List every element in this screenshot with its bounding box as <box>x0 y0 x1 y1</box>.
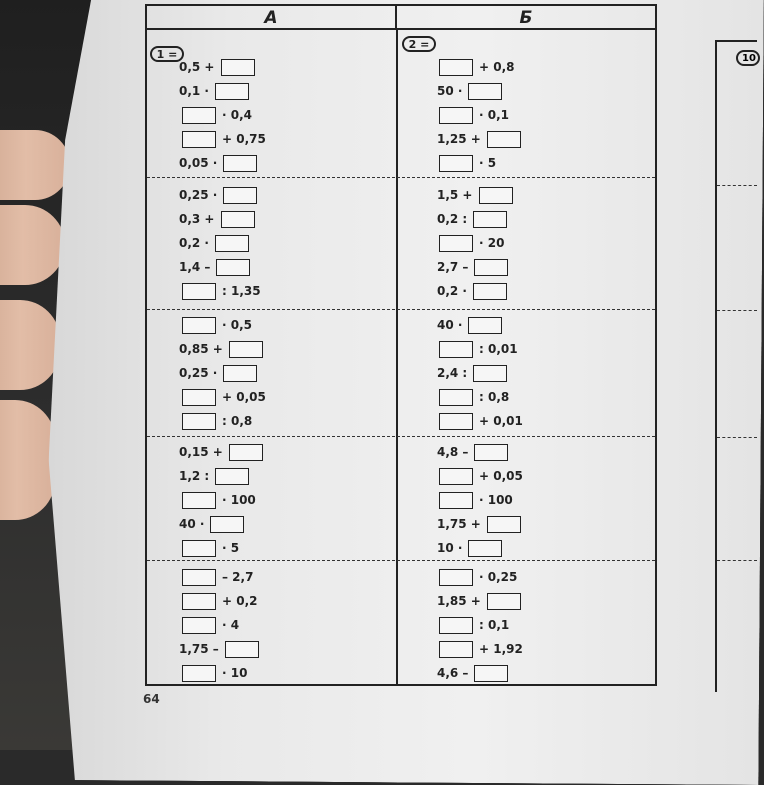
answer-box[interactable] <box>182 413 216 430</box>
exercise-text: · 100 <box>222 493 256 507</box>
exercise-row <box>439 568 517 586</box>
exercise-row <box>182 539 239 557</box>
exercise-table <box>145 4 657 686</box>
answer-box[interactable] <box>439 413 473 430</box>
exercise-text: 0,05 · <box>179 156 218 170</box>
column-header-b: Б <box>397 6 655 30</box>
answer-box[interactable] <box>182 107 216 124</box>
exercise-text: · 5 <box>222 541 240 555</box>
exercise-text: 1,85 + <box>437 594 481 608</box>
exercise-row <box>437 210 507 228</box>
answer-box[interactable] <box>223 155 257 172</box>
exercise-row <box>439 58 515 76</box>
exercise-row <box>182 491 256 509</box>
exercise-text: · 0,1 <box>479 108 509 122</box>
task-badge-10: 10 <box>736 50 760 66</box>
answer-box[interactable] <box>479 187 513 204</box>
answer-box[interactable] <box>439 59 473 76</box>
exercise-text: 4,6 – <box>437 666 469 680</box>
finger <box>0 130 70 200</box>
answer-box[interactable] <box>221 59 255 76</box>
answer-box[interactable] <box>474 444 508 461</box>
section-divider <box>147 560 655 561</box>
exercise-text: + 0,8 <box>479 60 515 74</box>
exercise-row <box>182 106 252 124</box>
answer-box[interactable] <box>439 235 473 252</box>
exercise-text: 2,4 : <box>437 366 468 380</box>
answer-box[interactable] <box>210 516 244 533</box>
column-header-a: А <box>147 6 397 30</box>
exercise-text: – 2,7 <box>222 570 254 584</box>
exercise-text: + 0,2 <box>222 594 258 608</box>
exercise-text: 10 · <box>437 541 463 555</box>
exercise-row <box>437 515 521 533</box>
exercise-row <box>179 186 257 204</box>
exercise-row <box>179 234 249 252</box>
answer-box[interactable] <box>439 468 473 485</box>
exercise-row <box>179 640 259 658</box>
exercise-row <box>179 58 255 76</box>
exercise-text: : 0,01 <box>479 342 518 356</box>
exercise-text: 0,2 · <box>179 236 209 250</box>
exercise-row <box>182 316 252 334</box>
answer-box[interactable] <box>182 569 216 586</box>
exercise-row <box>179 467 249 485</box>
exercise-row <box>179 82 249 100</box>
exercise-text: 1,5 + <box>437 188 473 202</box>
column-divider <box>396 30 398 684</box>
answer-box[interactable] <box>182 317 216 334</box>
answer-box[interactable] <box>215 235 249 252</box>
exercise-row <box>179 258 250 276</box>
exercise-row <box>437 592 521 610</box>
exercise-text: · 0,25 <box>479 570 518 584</box>
page-number: 64 <box>143 692 160 706</box>
answer-box[interactable] <box>182 593 216 610</box>
section-divider <box>147 177 655 178</box>
answer-box[interactable] <box>182 540 216 557</box>
answer-box[interactable] <box>487 516 521 533</box>
exercise-row <box>437 316 502 334</box>
exercise-text: + 1,92 <box>479 642 523 656</box>
exercise-row <box>437 82 502 100</box>
answer-box[interactable] <box>487 593 521 610</box>
exercise-text: + 0,05 <box>222 390 266 404</box>
answer-box[interactable] <box>473 211 507 228</box>
exercise-text: · 0,5 <box>222 318 252 332</box>
exercise-row <box>439 234 504 252</box>
exercise-text: 1,25 + <box>437 132 481 146</box>
exercise-row <box>437 130 521 148</box>
divider <box>717 185 757 186</box>
exercise-row <box>437 282 507 300</box>
exercise-row <box>179 364 257 382</box>
exercise-text: : 0,8 <box>222 414 253 428</box>
exercise-text: · 4 <box>222 618 240 632</box>
answer-box[interactable] <box>439 569 473 586</box>
exercise-row <box>179 443 263 461</box>
exercise-text: 0,15 + <box>179 445 223 459</box>
exercise-text: 0,25 · <box>179 366 218 380</box>
exercise-text: · 100 <box>479 493 513 507</box>
exercise-text: · 0,4 <box>222 108 252 122</box>
exercise-text: 50 · <box>437 84 463 98</box>
exercise-row <box>437 539 502 557</box>
exercise-row <box>182 616 239 634</box>
exercise-text: 0,1 · <box>179 84 209 98</box>
exercise-text: · 5 <box>479 156 497 170</box>
answer-box[interactable] <box>182 389 216 406</box>
exercise-row <box>179 210 255 228</box>
exercise-text: 0,25 · <box>179 188 218 202</box>
exercise-row <box>182 664 247 682</box>
answer-box[interactable] <box>182 492 216 509</box>
exercise-text: 4,8 – <box>437 445 469 459</box>
answer-box[interactable] <box>439 155 473 172</box>
exercise-row <box>179 340 263 358</box>
task-badge-1: 1 = <box>150 46 184 62</box>
exercise-row <box>182 282 261 300</box>
answer-box[interactable] <box>474 259 508 276</box>
exercise-text: : 0,1 <box>479 618 510 632</box>
answer-box[interactable] <box>229 341 263 358</box>
section-divider <box>147 309 655 310</box>
exercise-text: 40 · <box>179 517 205 531</box>
answer-box[interactable] <box>225 641 259 658</box>
exercise-row <box>437 364 507 382</box>
answer-box[interactable] <box>439 341 473 358</box>
exercise-row <box>437 186 513 204</box>
finger <box>0 400 55 520</box>
answer-box[interactable] <box>468 540 502 557</box>
exercise-row <box>437 664 508 682</box>
answer-box[interactable] <box>215 468 249 485</box>
exercise-text: + 0,01 <box>479 414 523 428</box>
answer-box[interactable] <box>215 83 249 100</box>
next-column-edge <box>715 40 757 692</box>
exercise-row <box>179 154 257 172</box>
exercise-text: 40 · <box>437 318 463 332</box>
answer-box[interactable] <box>439 492 473 509</box>
exercise-row <box>439 340 518 358</box>
exercise-row <box>182 130 266 148</box>
exercise-text: + 0,75 <box>222 132 266 146</box>
section-divider <box>147 436 655 437</box>
exercise-text: 0,2 : <box>437 212 468 226</box>
answer-box[interactable] <box>439 107 473 124</box>
exercise-row <box>439 616 509 634</box>
divider <box>717 310 757 311</box>
exercise-row <box>439 106 509 124</box>
exercise-row <box>439 491 513 509</box>
exercise-row <box>182 592 258 610</box>
exercise-text: : 1,35 <box>222 284 261 298</box>
exercise-text: 0,3 + <box>179 212 215 226</box>
task-badge-2: 2 = <box>402 36 436 52</box>
exercise-text: 1,4 – <box>179 260 211 274</box>
exercise-text: 0,85 + <box>179 342 223 356</box>
exercise-text: + 0,05 <box>479 469 523 483</box>
divider <box>717 437 757 438</box>
answer-box[interactable] <box>182 617 216 634</box>
answer-box[interactable] <box>216 259 250 276</box>
exercise-row <box>439 640 523 658</box>
exercise-row <box>179 515 244 533</box>
exercise-row <box>437 443 508 461</box>
exercise-row <box>182 412 252 430</box>
exercise-text: 2,7 – <box>437 260 469 274</box>
exercise-text: 1,75 – <box>179 642 219 656</box>
exercise-text: : 0,8 <box>479 390 510 404</box>
finger <box>0 205 65 285</box>
exercise-row <box>439 388 509 406</box>
finger <box>0 300 60 390</box>
answer-box[interactable] <box>182 665 216 682</box>
exercise-text: · 10 <box>222 666 248 680</box>
answer-box[interactable] <box>221 211 255 228</box>
answer-box[interactable] <box>223 365 257 382</box>
exercise-row <box>439 154 496 172</box>
answer-box[interactable] <box>182 131 216 148</box>
answer-box[interactable] <box>473 365 507 382</box>
exercise-row <box>182 568 253 586</box>
exercise-row <box>439 412 523 430</box>
answer-box[interactable] <box>223 187 257 204</box>
answer-box[interactable] <box>182 283 216 300</box>
exercise-row <box>437 258 508 276</box>
answer-box[interactable] <box>468 317 502 334</box>
exercise-text: · 20 <box>479 236 505 250</box>
exercise-text: 0,5 + <box>179 60 215 74</box>
exercise-row <box>182 388 266 406</box>
divider <box>717 560 757 561</box>
answer-box[interactable] <box>439 617 473 634</box>
exercise-row <box>439 467 523 485</box>
answer-box[interactable] <box>473 283 507 300</box>
exercise-text: 0,2 · <box>437 284 467 298</box>
exercise-text: 1,2 : <box>179 469 210 483</box>
answer-box[interactable] <box>229 444 263 461</box>
answer-box[interactable] <box>439 389 473 406</box>
answer-box[interactable] <box>487 131 521 148</box>
exercise-text: 1,75 + <box>437 517 481 531</box>
answer-box[interactable] <box>439 641 473 658</box>
answer-box[interactable] <box>468 83 502 100</box>
answer-box[interactable] <box>474 665 508 682</box>
